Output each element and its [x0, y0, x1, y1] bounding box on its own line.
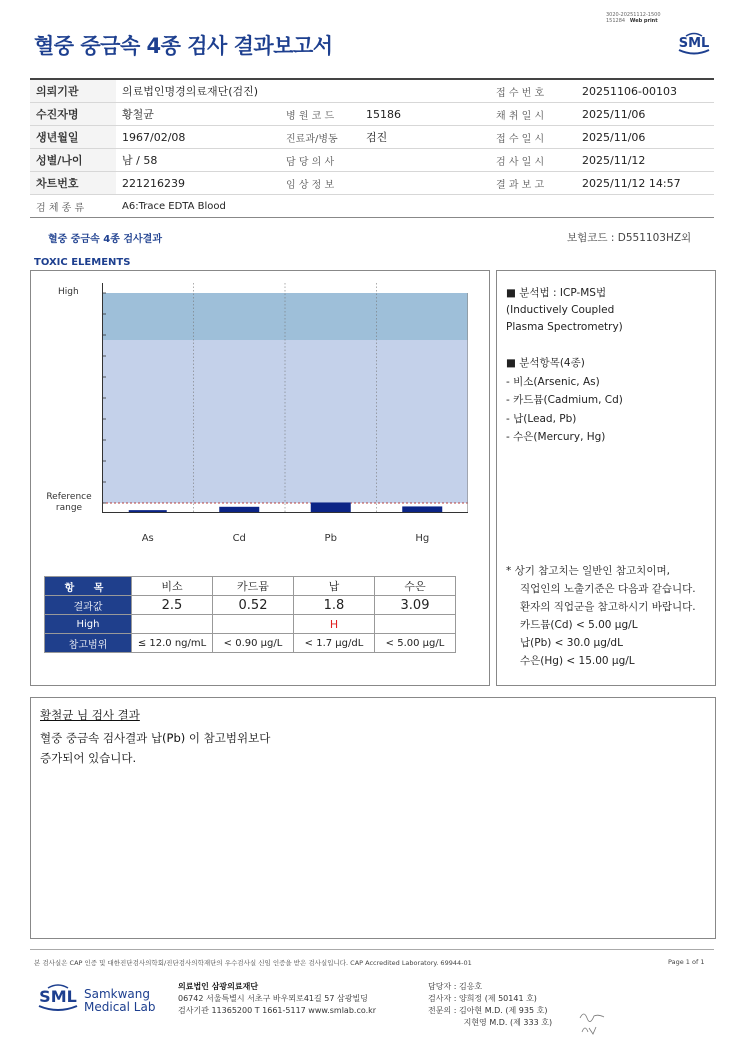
lab-name	[84, 988, 155, 1014]
bar-pb	[311, 502, 351, 512]
toxic-elements-chart	[102, 283, 468, 527]
comment-line-2: 증가되어 있습니다.	[40, 751, 137, 765]
lab-address	[178, 981, 376, 1017]
items-line-1: ■ 분석항목(4종)	[506, 357, 585, 369]
item-name-as: 비소	[132, 577, 213, 596]
axis-label-high: High	[58, 287, 79, 297]
note-line-6: 수은(Hg) < 15.00 μg/L	[520, 655, 635, 667]
ref-hg: < 5.00 μg/L	[375, 634, 456, 653]
comment-title: 황철균 님 검사 결과	[40, 708, 140, 722]
cap-notice: 본 검사실은 CAP 인증 및 대한진단검사의학회/진단검사의학재단의 우수검사실 신임 인증을 받은 검사실입니다. CAP Accredited Laboratory. 69944-01	[34, 959, 472, 967]
footer-logo-text: SML	[39, 987, 77, 1006]
x-tick-label-as: As	[141, 533, 154, 544]
x-tick-label-hg: Hg	[415, 533, 430, 544]
x-tick-label-pb: Pb	[324, 533, 337, 544]
report-label: 결 과 보 고	[490, 172, 576, 195]
footer-divider	[30, 949, 714, 950]
value-hg: 3.09	[375, 596, 456, 615]
note-line-3: 환자의 직업군을 참고하시기 바랍니다.	[520, 601, 696, 613]
items-line-2: - 비소(Arsenic, As)	[506, 375, 600, 388]
flag-pb: H	[294, 615, 375, 634]
item-name-hg: 수은	[375, 577, 456, 596]
patient-value: 황철균	[116, 103, 280, 126]
sex-label: 성별/나이	[30, 149, 116, 172]
section-heading: 혈중 중금속 4종 검사결과	[48, 234, 163, 245]
hosp-code-value: 15186	[360, 103, 490, 126]
patient-label: 수진자명	[30, 103, 116, 126]
doctor-value	[360, 149, 490, 172]
hosp-code-label: 병 원 코 드	[280, 103, 360, 126]
dept-value: 검진	[360, 126, 490, 149]
bar-cd	[219, 507, 259, 512]
toxic-elements-heading: TOXIC ELEMENTS	[34, 257, 131, 268]
org-value: 의료법인명경의료재단(검진)	[116, 79, 490, 103]
address: 06742 서울특별시 서초구 바우뫼로41길 57 삼광빌딩	[178, 994, 368, 1003]
note-line-4: 카드뮴(Cd) < 5.00 μg/L	[520, 619, 638, 631]
staff-line-3: 전문의 : 김아현 M.D. (제 935 호)	[428, 1006, 548, 1015]
ref-as: ≤ 12.0 ng/mL	[132, 634, 213, 653]
results-table	[44, 576, 456, 653]
rec-no-value: 20251106-00103	[576, 79, 714, 103]
staff-line-1: 담당자 : 김응호	[428, 982, 483, 991]
x-tick-label-cd: Cd	[232, 533, 246, 544]
chart-no-value: 221216239	[116, 172, 280, 195]
items-line-5: - 수은(Mercury, Hg)	[506, 431, 606, 443]
value-pb: 1.8	[294, 596, 375, 615]
insurance-code: 보험코드 : D551103HZ외	[567, 232, 692, 244]
bar-hg	[402, 506, 442, 512]
axis-label-ref-1: Reference	[46, 492, 92, 502]
print-id: 3020-20251112-1500	[606, 12, 661, 18]
rec-no-label: 접 수 번 호	[490, 79, 576, 103]
staff-line-2: 검사자 : 양희정 (제 50141 호)	[428, 994, 537, 1003]
patient-info-table	[30, 78, 714, 218]
axis-label-ref-2: range	[55, 503, 83, 513]
sml-footer-logo-icon	[36, 982, 80, 1012]
comment-body	[40, 728, 270, 768]
method-line-1: ■ 분석법 : ICP-MS법	[506, 287, 607, 299]
value-header: 결과값	[45, 596, 132, 615]
org-name: 의료법인 삼광의료재단	[178, 982, 259, 991]
contact: 검사기관 11365200 T 1661-5117 www.smlab.co.kr	[178, 1006, 377, 1015]
lab-name-1: Samkwang	[84, 987, 150, 1001]
item-header: 항 목	[45, 577, 132, 596]
items-line-3: - 카드뮴(Cadmium, Cd)	[506, 394, 623, 406]
items-line-4: - 납(Lead, Pb)	[506, 412, 577, 425]
note-line-2: 직업인의 노출기준은 다음과 같습니다.	[520, 583, 696, 595]
clinic-label: 임 상 정 보	[280, 172, 360, 195]
dob-value: 1967/02/08	[116, 126, 280, 149]
sex-value: 남 / 58	[116, 149, 280, 172]
analysis-items	[506, 354, 623, 447]
specimen-value: A6:Trace EDTA Blood	[116, 195, 714, 218]
reference-note	[506, 562, 696, 670]
ref-header: 참고범위	[45, 634, 132, 653]
high-header: High	[45, 615, 132, 634]
clinic-value	[360, 172, 490, 195]
bar-as	[129, 510, 167, 512]
flag-as	[132, 615, 213, 634]
print-meta	[606, 12, 661, 24]
doctor-label: 담 당 의 사	[280, 149, 360, 172]
value-as: 2.5	[132, 596, 213, 615]
axis-label-reference	[40, 492, 98, 514]
lab-name-2: Medical Lab	[84, 1000, 156, 1014]
dept-label: 진료과/병동	[280, 126, 360, 149]
chart-no-label: 차트번호	[30, 172, 116, 195]
report-value: 2025/11/12 14:57	[576, 172, 714, 195]
collect-value: 2025/11/06	[576, 103, 714, 126]
note-line-1: * 상기 참고치는 일반인 참고치이며,	[506, 565, 670, 577]
staff-line-4: 지현영 M.D. (제 333 호)	[428, 1018, 553, 1027]
page-number: Page 1 of 1	[668, 958, 705, 966]
method-line-2: (Inductively Coupled	[506, 304, 615, 316]
report-title: 혈중 중금속 4종 검사 결과보고서	[34, 34, 333, 58]
method-info	[506, 285, 623, 336]
method-line-3: Plasma Spectrometry)	[506, 321, 623, 333]
org-label: 의뢰기관	[30, 79, 116, 103]
test-label: 검 사 일 시	[490, 149, 576, 172]
flag-hg	[375, 615, 456, 634]
test-value: 2025/11/12	[576, 149, 714, 172]
ref-cd: < 0.90 μg/L	[213, 634, 294, 653]
recv-value: 2025/11/06	[576, 126, 714, 149]
sml-logo-text: SML	[678, 36, 710, 51]
value-cd: 0.52	[213, 596, 294, 615]
signature-icon	[578, 1008, 608, 1038]
staff-list	[428, 981, 552, 1029]
specimen-label: 검 체 종 류	[30, 195, 116, 218]
recv-label: 접 수 일 시	[490, 126, 576, 149]
note-line-5: 납(Pb) < 30.0 μg/dL	[520, 637, 623, 649]
web-print-label: Web print	[629, 18, 658, 24]
item-name-cd: 카드뮴	[213, 577, 294, 596]
collect-label: 채 취 일 시	[490, 103, 576, 126]
print-id-2: 151284	[606, 18, 626, 24]
flag-cd	[213, 615, 294, 634]
sml-logo-icon	[676, 31, 712, 55]
ref-pb: < 1.7 μg/dL	[294, 634, 375, 653]
comment-line-1: 혈중 중금속 검사결과 납(Pb) 이 참고범위보다	[40, 731, 271, 745]
dob-label: 생년월일	[30, 126, 116, 149]
item-name-pb: 납	[294, 577, 375, 596]
